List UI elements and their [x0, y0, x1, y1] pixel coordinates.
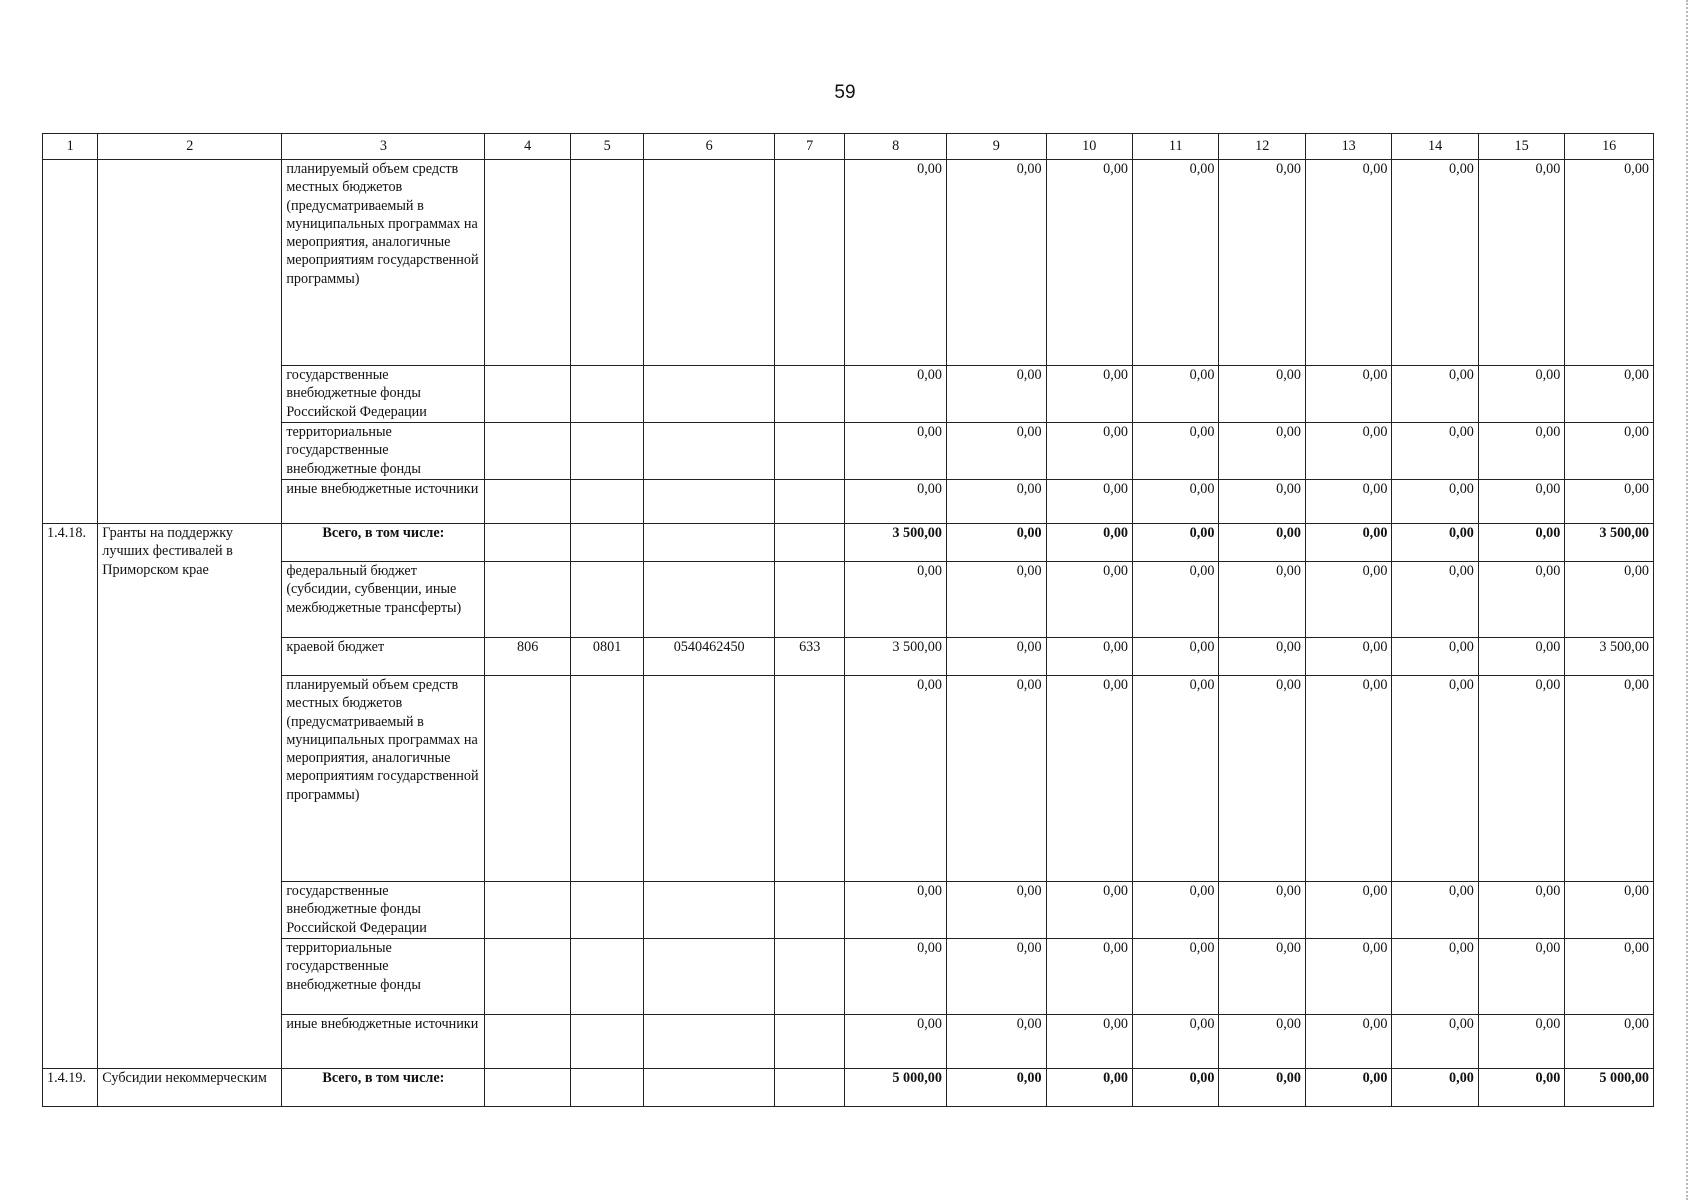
code-cell-c4	[485, 939, 570, 1015]
amount-cell: 0,00	[1565, 366, 1654, 423]
amount-cell: 0,00	[1133, 939, 1219, 1015]
amount-cell: 0,00	[1133, 1069, 1219, 1107]
table-row	[43, 423, 1654, 480]
amount-cell: 0,00	[1046, 676, 1132, 882]
amount-cell: 0,00	[946, 366, 1046, 423]
amount-cell: 0,00	[1219, 1069, 1305, 1107]
amount-cell: 0,00	[1046, 1015, 1132, 1069]
amount-cell: 0,00	[1219, 160, 1305, 366]
amount-cell: 0,00	[1305, 638, 1391, 676]
header-cell: 5	[570, 134, 643, 160]
amount-cell: 0,00	[1565, 882, 1654, 939]
code-cell-c5	[570, 882, 643, 939]
amount-cell: 0,00	[1478, 676, 1564, 882]
section-index: 1.4.19.	[43, 1069, 98, 1107]
funding-source-label: краевой бюджет	[282, 638, 485, 676]
table-row	[43, 1015, 1654, 1069]
amount-cell: 0,00	[1305, 939, 1391, 1015]
amount-cell: 0,00	[1392, 366, 1478, 423]
amount-cell: 0,00	[1392, 882, 1478, 939]
funding-source-label: планируемый объем средств местных бюджетов (предусматриваемый в муниципальных программах на мероприятия, аналогичные мероприятиям государственной программы)	[282, 160, 485, 366]
amount-cell: 0,00	[946, 480, 1046, 524]
amount-cell: 0,00	[1565, 939, 1654, 1015]
amount-cell: 0,00	[1565, 676, 1654, 882]
header-cell: 1	[43, 134, 98, 160]
header-cell: 6	[644, 134, 775, 160]
header-cell: 10	[1046, 134, 1132, 160]
amount-cell: 0,00	[1219, 562, 1305, 638]
code-cell-c7	[775, 676, 845, 882]
code-cell-c5	[570, 1069, 643, 1107]
code-cell-c5	[570, 939, 643, 1015]
amount-cell: 0,00	[1219, 638, 1305, 676]
amount-cell: 5 000,00	[845, 1069, 947, 1107]
amount-cell: 0,00	[1565, 423, 1654, 480]
amount-cell: 0,00	[1478, 160, 1564, 366]
header-cell: 7	[775, 134, 845, 160]
code-cell-c5	[570, 423, 643, 480]
code-cell-c6	[644, 562, 775, 638]
amount-cell: 0,00	[946, 160, 1046, 366]
scan-edge	[1686, 0, 1690, 1200]
code-cell-c7	[775, 562, 845, 638]
amount-cell: 0,00	[1305, 480, 1391, 524]
amount-cell: 0,00	[1133, 423, 1219, 480]
amount-cell: 0,00	[1392, 423, 1478, 480]
amount-cell: 0,00	[1046, 638, 1132, 676]
amount-cell: 0,00	[1305, 562, 1391, 638]
header-cell: 2	[98, 134, 282, 160]
amount-cell: 0,00	[1392, 160, 1478, 366]
amount-cell: 0,00	[1046, 939, 1132, 1015]
code-cell-c7	[775, 423, 845, 480]
code-cell-c5	[570, 160, 643, 366]
amount-cell: 0,00	[1046, 1069, 1132, 1107]
amount-cell: 0,00	[1046, 366, 1132, 423]
table-row	[43, 562, 1654, 638]
header-cell: 11	[1133, 134, 1219, 160]
amount-cell: 0,00	[1219, 524, 1305, 562]
code-cell-c5	[570, 1015, 643, 1069]
amount-cell: 0,00	[1392, 1069, 1478, 1107]
header-cell: 8	[845, 134, 947, 160]
code-cell-c4	[485, 366, 570, 423]
code-cell-c5	[570, 562, 643, 638]
table-row	[43, 939, 1654, 1015]
funding-source-label: территориальные государственные внебюджетные фонды	[282, 423, 485, 480]
code-cell-c7	[775, 160, 845, 366]
amount-cell: 0,00	[946, 939, 1046, 1015]
amount-cell: 0,00	[1478, 939, 1564, 1015]
amount-cell: 0,00	[1305, 160, 1391, 366]
amount-cell: 3 500,00	[1565, 524, 1654, 562]
amount-cell: 0,00	[1392, 562, 1478, 638]
code-cell-c7	[775, 524, 845, 562]
amount-cell: 0,00	[1392, 1015, 1478, 1069]
code-cell-c4	[485, 423, 570, 480]
code-cell-c7	[775, 1015, 845, 1069]
amount-cell: 3 500,00	[1565, 638, 1654, 676]
header-cell: 13	[1305, 134, 1391, 160]
code-cell-c7: 633	[775, 638, 845, 676]
funding-source-label: федеральный бюджет (субсидии, субвенции, иные межбюджетные трансферты)	[282, 562, 485, 638]
amount-cell: 0,00	[1392, 939, 1478, 1015]
code-cell-c6	[644, 1015, 775, 1069]
code-cell-c5: 0801	[570, 638, 643, 676]
amount-cell: 0,00	[1046, 423, 1132, 480]
table-row	[43, 160, 1654, 366]
section-name: Субсидии некоммерческим	[98, 1069, 282, 1107]
amount-cell: 0,00	[1478, 480, 1564, 524]
code-cell-c4	[485, 1069, 570, 1107]
funding-source-label: государственные внебюджетные фонды Российской Федерации	[282, 882, 485, 939]
funding-source-label: территориальные государственные внебюджетные фонды	[282, 939, 485, 1015]
header-cell: 3	[282, 134, 485, 160]
amount-cell: 0,00	[946, 1015, 1046, 1069]
header-cell: 15	[1478, 134, 1564, 160]
code-cell-c4	[485, 562, 570, 638]
amount-cell: 0,00	[845, 882, 947, 939]
code-cell-c4	[485, 882, 570, 939]
amount-cell: 0,00	[1565, 480, 1654, 524]
amount-cell: 3 500,00	[845, 638, 947, 676]
amount-cell: 0,00	[1133, 480, 1219, 524]
funding-source-label: иные внебюджетные источники	[282, 1015, 485, 1069]
amount-cell: 0,00	[1392, 480, 1478, 524]
amount-cell: 0,00	[1478, 366, 1564, 423]
code-cell-c4	[485, 160, 570, 366]
amount-cell: 0,00	[1219, 1015, 1305, 1069]
code-cell-c4: 806	[485, 638, 570, 676]
amount-cell: 0,00	[1478, 1015, 1564, 1069]
amount-cell: 0,00	[845, 1015, 947, 1069]
amount-cell: 0,00	[1305, 882, 1391, 939]
amount-cell: 0,00	[1478, 423, 1564, 480]
amount-cell: 3 500,00	[845, 524, 947, 562]
amount-cell: 0,00	[1392, 638, 1478, 676]
code-cell-c6	[644, 366, 775, 423]
amount-cell: 0,00	[1133, 366, 1219, 423]
header-cell: 14	[1392, 134, 1478, 160]
table-row	[43, 676, 1654, 882]
amount-cell: 0,00	[1305, 524, 1391, 562]
amount-cell: 0,00	[1133, 638, 1219, 676]
amount-cell: 0,00	[1219, 480, 1305, 524]
page-number: 59	[834, 82, 856, 103]
amount-cell: 0,00	[1219, 676, 1305, 882]
table-row	[43, 366, 1654, 423]
table-row	[43, 638, 1654, 676]
amount-cell: 0,00	[1046, 524, 1132, 562]
amount-cell: 0,00	[1133, 562, 1219, 638]
section-name	[98, 160, 282, 524]
budget-table	[42, 133, 1654, 1107]
amount-cell: 0,00	[1219, 882, 1305, 939]
amount-cell: 0,00	[1478, 524, 1564, 562]
header-cell: 16	[1565, 134, 1654, 160]
amount-cell: 0,00	[946, 423, 1046, 480]
amount-cell: 0,00	[1046, 562, 1132, 638]
code-cell-c7	[775, 882, 845, 939]
total-row	[43, 524, 1654, 562]
amount-cell: 0,00	[845, 423, 947, 480]
table-body	[43, 160, 1654, 1107]
funding-source-label: планируемый объем средств местных бюджетов (предусматриваемый в муниципальных программах на мероприятия, аналогичные мероприятиям государственной программы)	[282, 676, 485, 882]
code-cell-c5	[570, 676, 643, 882]
header-cell: 12	[1219, 134, 1305, 160]
code-cell-c6	[644, 160, 775, 366]
amount-cell: 0,00	[1478, 1069, 1564, 1107]
amount-cell: 0,00	[946, 638, 1046, 676]
code-cell-c5	[570, 366, 643, 423]
code-cell-c6	[644, 524, 775, 562]
funding-source-label: государственные внебюджетные фонды Российской Федерации	[282, 366, 485, 423]
code-cell-c4	[485, 1015, 570, 1069]
amount-cell: 0,00	[1305, 676, 1391, 882]
amount-cell: 0,00	[1133, 882, 1219, 939]
amount-cell: 0,00	[1392, 676, 1478, 882]
code-cell-c5	[570, 480, 643, 524]
header-row	[43, 134, 1654, 160]
amount-cell: 0,00	[845, 939, 947, 1015]
amount-cell: 0,00	[1478, 882, 1564, 939]
amount-cell: 0,00	[845, 562, 947, 638]
amount-cell: 0,00	[1305, 366, 1391, 423]
amount-cell: 0,00	[1133, 160, 1219, 366]
code-cell-c6	[644, 882, 775, 939]
amount-cell: 0,00	[1478, 638, 1564, 676]
amount-cell: 0,00	[1565, 562, 1654, 638]
amount-cell: 0,00	[1392, 524, 1478, 562]
code-cell-c7	[775, 366, 845, 423]
amount-cell: 0,00	[1133, 676, 1219, 882]
code-cell-c5	[570, 524, 643, 562]
code-cell-c6: 0540462450	[644, 638, 775, 676]
header-cell: 9	[946, 134, 1046, 160]
code-cell-c7	[775, 939, 845, 1015]
total-label: Всего, в том числе:	[282, 1069, 485, 1107]
section-name: Гранты на поддержку лучших фестивалей в Приморском крае	[98, 524, 282, 1069]
amount-cell: 0,00	[1565, 160, 1654, 366]
code-cell-c4	[485, 676, 570, 882]
amount-cell: 0,00	[1133, 1015, 1219, 1069]
code-cell-c7	[775, 1069, 845, 1107]
code-cell-c4	[485, 524, 570, 562]
header-cell: 4	[485, 134, 570, 160]
amount-cell: 0,00	[1305, 423, 1391, 480]
amount-cell: 0,00	[1305, 1069, 1391, 1107]
code-cell-c4	[485, 480, 570, 524]
amount-cell: 0,00	[1565, 1015, 1654, 1069]
section-index: 1.4.18.	[43, 524, 98, 1069]
amount-cell: 0,00	[1219, 939, 1305, 1015]
amount-cell: 0,00	[1133, 524, 1219, 562]
amount-cell: 0,00	[946, 676, 1046, 882]
code-cell-c6	[644, 423, 775, 480]
amount-cell: 0,00	[1046, 160, 1132, 366]
amount-cell: 0,00	[1478, 562, 1564, 638]
amount-cell: 0,00	[1305, 1015, 1391, 1069]
code-cell-c6	[644, 1069, 775, 1107]
amount-cell: 0,00	[845, 676, 947, 882]
amount-cell: 0,00	[946, 1069, 1046, 1107]
funding-source-label: иные внебюджетные источники	[282, 480, 485, 524]
table-row	[43, 882, 1654, 939]
code-cell-c6	[644, 480, 775, 524]
amount-cell: 5 000,00	[1565, 1069, 1654, 1107]
amount-cell: 0,00	[845, 480, 947, 524]
amount-cell: 0,00	[946, 524, 1046, 562]
section-index	[43, 160, 98, 524]
amount-cell: 0,00	[845, 366, 947, 423]
amount-cell: 0,00	[1046, 480, 1132, 524]
code-cell-c6	[644, 676, 775, 882]
amount-cell: 0,00	[946, 882, 1046, 939]
total-row	[43, 1069, 1654, 1107]
total-label: Всего, в том числе:	[282, 524, 485, 562]
code-cell-c6	[644, 939, 775, 1015]
amount-cell: 0,00	[946, 562, 1046, 638]
code-cell-c7	[775, 480, 845, 524]
table-row	[43, 480, 1654, 524]
amount-cell: 0,00	[1046, 882, 1132, 939]
amount-cell: 0,00	[1219, 366, 1305, 423]
amount-cell: 0,00	[1219, 423, 1305, 480]
amount-cell: 0,00	[845, 160, 947, 366]
